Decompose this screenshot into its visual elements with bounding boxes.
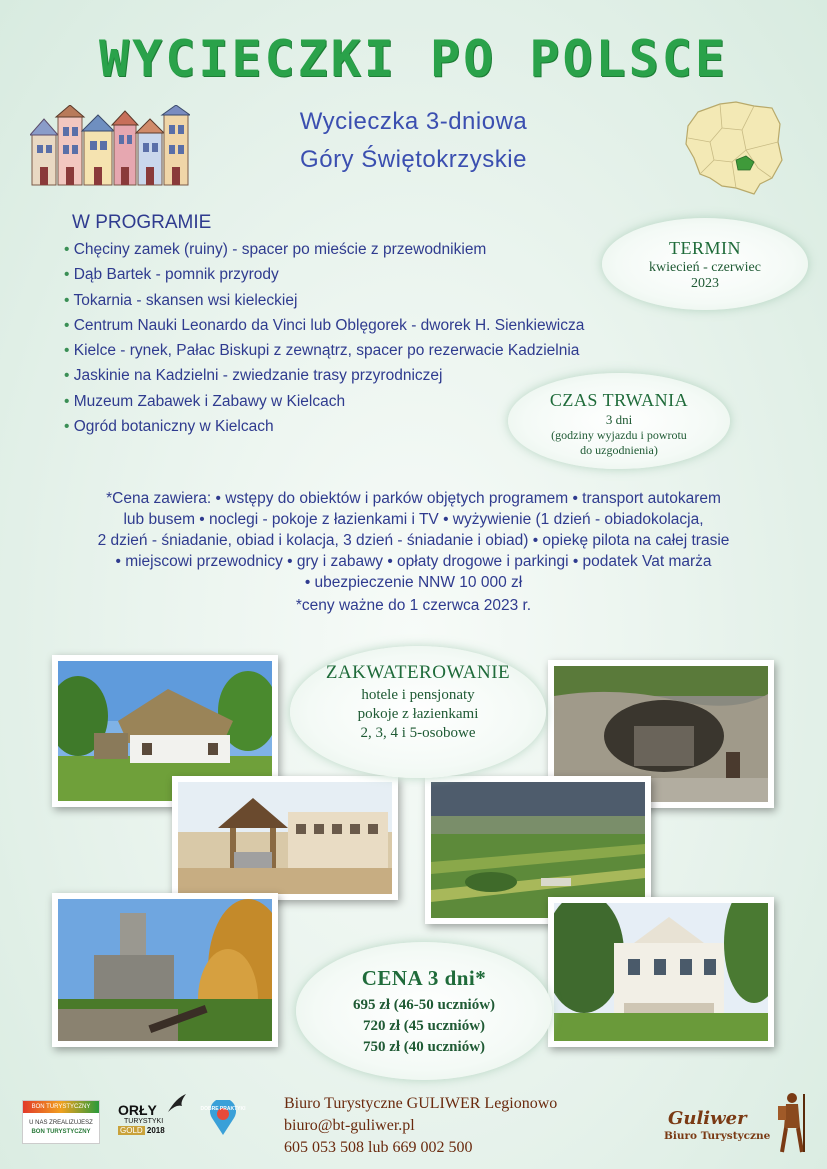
guliwer-logo xyxy=(662,1090,812,1156)
orly-turystyki-logo xyxy=(118,1092,190,1142)
list-item: • Dąb Bartek - pomnik przyrody xyxy=(64,264,584,289)
trip-duration-subtitle: Wycieczka 3-dniowa xyxy=(299,108,528,135)
price-includes-line: 2 dzień - śniadanie, obiad i kolacja, 3 dzień - śniadanie i obiad) • opiekę pilota na całej trasie xyxy=(97,532,730,549)
cena-heading: CENA 3 dni* xyxy=(361,966,487,990)
page-title: WYCIECZKI PO POLSCE xyxy=(99,30,728,88)
region-subtitle: Góry Świętokrzyskie xyxy=(300,146,527,173)
eagle-icon xyxy=(166,1092,188,1114)
list-item: • Chęciny zamek (ruiny) - spacer po mieście z przewodnikiem xyxy=(64,239,584,264)
phone-numbers: 605 053 508 lub 669 002 500 xyxy=(284,1139,473,1156)
zakwaterowanie-line: 2, 3, 4 i 5-osobowe xyxy=(360,725,476,741)
termin-bubble xyxy=(602,218,808,310)
orly-name: ORŁY xyxy=(118,1102,157,1118)
price-row: 720 zł (45 uczniów) xyxy=(362,1018,486,1034)
price-validity-note: *ceny ważne do 1 czerwca 2023 r. xyxy=(295,597,532,614)
houses-illustration xyxy=(30,105,190,187)
price-row: 695 zł (46-50 uczniów) xyxy=(352,997,496,1013)
orly-gold: GOLD xyxy=(120,1126,143,1135)
email-link[interactable]: biuro@bt-guliwer.pl xyxy=(284,1117,415,1134)
termin-year: 2023 xyxy=(691,276,719,291)
czas-note-2: do uzgodnienia) xyxy=(580,443,658,457)
list-item: • Jaskinie na Kadzielni - zwiedzanie trasy przyrodniczej xyxy=(64,365,584,390)
program-heading: W PROGRAMIE xyxy=(72,212,212,233)
photo-zamek-checiny xyxy=(52,893,278,1047)
price-row: 750 zł (40 uczniów) xyxy=(362,1039,486,1055)
poland-map-icon xyxy=(680,98,785,196)
price-includes-line: • ubezpieczenie NNW 10 000 zł xyxy=(304,574,523,591)
czas-trwania-bubble xyxy=(508,373,730,469)
footer-contact xyxy=(284,1093,557,1159)
bon-logo-top: BON TURYSTYCZNY xyxy=(23,1101,99,1113)
price-includes-line: • miejscowi przewodnicy • gry i zabawy • opłaty drogowe i parkingi • podatek Vat marża xyxy=(115,553,712,570)
zakwaterowanie-line: pokoje z łazienkami xyxy=(357,706,479,722)
guliwer-logo-name: Guliwer xyxy=(668,1108,747,1129)
photo-dworek xyxy=(548,897,774,1047)
list-item: • Centrum Nauki Leonardo da Vinci lub Oblęgorek - dworek H. Sienkiewicza xyxy=(64,315,584,340)
bon-logo-line: BON TURYSTYCZNY xyxy=(31,1129,91,1135)
termin-heading: TERMIN xyxy=(669,238,741,258)
zakwaterowanie-bubble xyxy=(290,646,546,778)
orly-sub: TURYSTYKI xyxy=(124,1118,164,1125)
price-includes-line: *Cena zawiera: • wstępy do obiektów i parków objętych programem • transport autokarem xyxy=(106,490,721,507)
orly-year: 2018 xyxy=(146,1126,165,1135)
company-name: Biuro Turystyczne GULIWER Legionowo xyxy=(284,1095,558,1112)
bon-turystyczny-logo xyxy=(22,1100,100,1144)
bon-logo-line: U NAS ZREALIZUJESZ xyxy=(29,1120,93,1126)
zakwaterowanie-heading: ZAKWATEROWANIE xyxy=(325,662,511,683)
photo-rynek-studnia xyxy=(172,776,398,900)
list-item: • Muzeum Zabawek i Zabawy w Kielcach xyxy=(64,391,584,416)
guliwer-logo-sub: Biuro Turystyczne xyxy=(664,1130,771,1142)
list-item: • Kielce - rynek, Pałac Biskupi z zewnątrz, spacer po rezerwacie Kadzielnia xyxy=(64,340,584,365)
list-item: • Ogród botaniczny w Kielcach xyxy=(64,416,584,441)
price-includes-line: lub busem • noclegi - pokoje z łazienkami i TV • wyżywienie (1 dzień - obiadokolacja, xyxy=(123,511,704,528)
cena-bubble xyxy=(296,942,552,1080)
program-list xyxy=(64,239,584,441)
termin-dates: kwiecień - czerwiec xyxy=(649,260,761,275)
czas-heading: CZAS TRWANIA xyxy=(549,390,689,410)
price-includes-text xyxy=(20,488,807,616)
traveler-icon xyxy=(774,1090,810,1154)
dobre-praktyki-label: DOBRE PRAKTYKI xyxy=(200,1106,246,1112)
dobre-praktyki-logo xyxy=(200,1100,246,1142)
list-item: • Tokarnia - skansen wsi kieleckiej xyxy=(64,290,584,315)
czas-days: 3 dni xyxy=(605,412,633,427)
zakwaterowanie-line: hotele i pensjonaty xyxy=(361,687,475,703)
czas-note-1: (godziny wyjazdu i powrotu xyxy=(551,428,687,442)
